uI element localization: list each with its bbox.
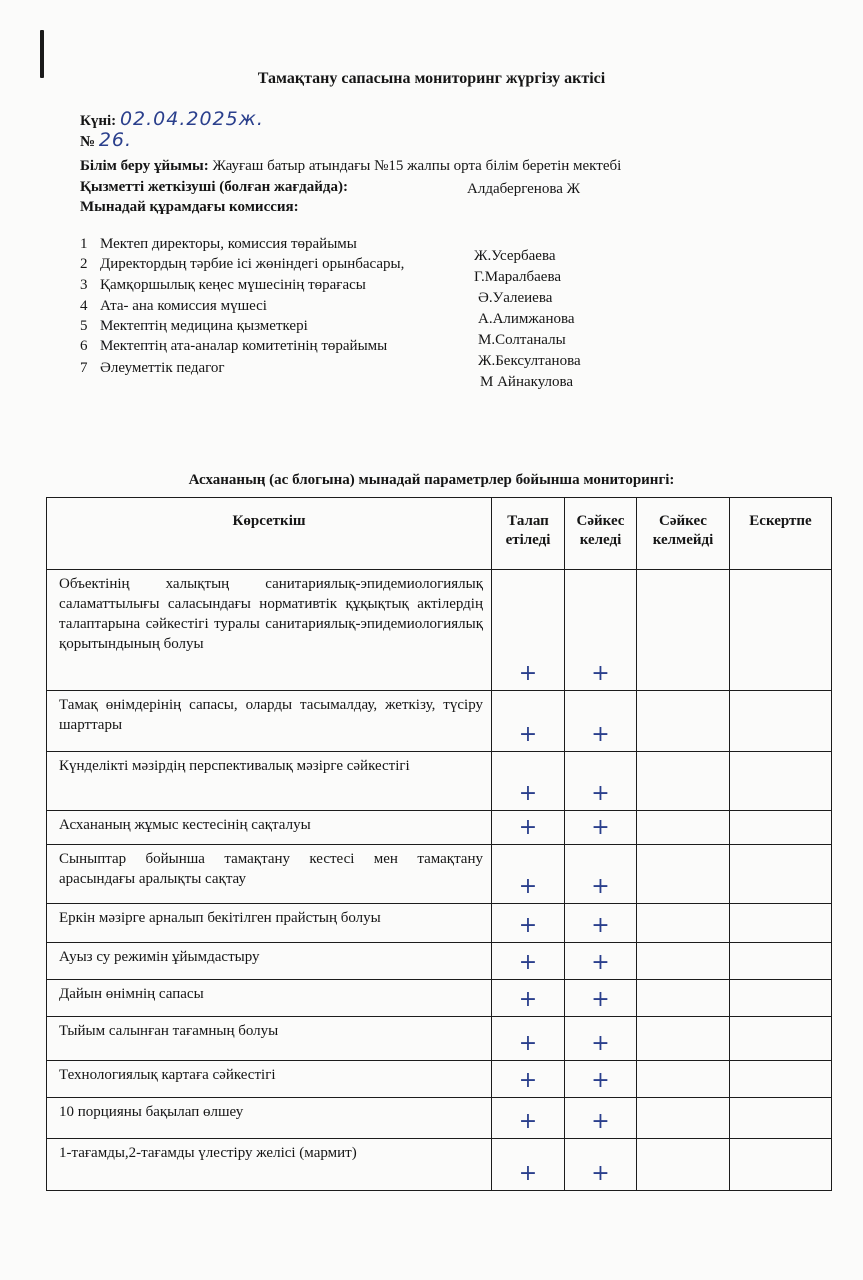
required-cell: [492, 1098, 565, 1139]
indicator-cell: [47, 904, 492, 943]
compliant-mark: +: [591, 661, 610, 686]
table-title: Асхананың (ас блогына) мынадай параметрлер бойынша мониторингі:: [188, 472, 675, 488]
indicator-text: Дайын өнімнің сапасы: [59, 986, 204, 1002]
indicator-cell: [47, 1061, 492, 1098]
compliant-cell: [565, 752, 637, 811]
indicator-text: Тамақ өнімдерінің сапасы, оларды тасымалдау, жеткізу, түсіру шарттары: [59, 697, 483, 733]
noncompliant-cell: [637, 691, 730, 752]
required-cell: [492, 904, 565, 943]
compliant-cell: [565, 1061, 637, 1098]
compliant-cell: [565, 980, 637, 1017]
indicator-text: Технологиялық картаға сәйкестігі: [59, 1067, 276, 1083]
commission-member-number: 4: [80, 298, 88, 314]
compliant-cell: [565, 1139, 637, 1191]
indicator-text: Ауыз су режимін ұйымдастыру: [59, 949, 260, 965]
required-mark: +: [518, 1031, 538, 1056]
required-mark: +: [518, 1109, 538, 1134]
table-row: [47, 691, 832, 752]
date-label: Күні:: [80, 113, 117, 129]
compliant-cell: [565, 1017, 637, 1061]
commission-member-name: Ж.Усербаева: [474, 248, 556, 264]
note-cell: [730, 1098, 832, 1139]
note-cell: [730, 811, 832, 845]
organization-value: Жауғаш батыр атындағы №15 жалпы орта білім беретін мектебі: [212, 158, 622, 174]
compliant-cell: [565, 691, 637, 752]
commission-member-name: М.Солтаналы: [478, 332, 566, 348]
table-row: [47, 1139, 832, 1191]
compliant-cell: [565, 1098, 637, 1139]
number-value: 26.: [98, 129, 133, 151]
document-title: Тамақтану сапасына мониторинг жүргізу актісі: [257, 70, 606, 87]
compliant-cell: [565, 570, 637, 691]
commission-member-role: Қамқоршылық кеңес мүшесінің төрағасы: [100, 277, 366, 293]
required-cell: [492, 845, 565, 904]
required-cell: [492, 752, 565, 811]
commission-member-number: 7: [80, 360, 88, 376]
required-cell: [492, 1061, 565, 1098]
header-compliant: Сәйкес келеді: [565, 498, 637, 570]
required-mark: +: [518, 913, 538, 938]
compliant-mark: +: [591, 1031, 610, 1056]
commission-label: Мынадай құрамдағы комиссия:: [80, 199, 299, 215]
compliant-mark: +: [591, 874, 610, 899]
noncompliant-cell: [637, 752, 730, 811]
compliant-mark: +: [591, 1109, 610, 1134]
table-row: [47, 904, 832, 943]
noncompliant-cell: [637, 980, 730, 1017]
required-mark: +: [518, 661, 538, 686]
note-cell: [730, 1139, 832, 1191]
number-line: [80, 129, 132, 151]
noncompliant-cell: [637, 943, 730, 980]
indicator-cell: [47, 1017, 492, 1061]
compliant-mark: +: [591, 722, 610, 747]
organization-line: [80, 158, 621, 175]
noncompliant-cell: [637, 811, 730, 845]
indicator-cell: [47, 752, 492, 811]
required-cell: [492, 1017, 565, 1061]
commission-member-role: Мектептің ата-аналар комитетінің төрайымы: [100, 338, 388, 354]
commission-member-number: 1: [80, 236, 88, 252]
compliant-mark: +: [591, 1068, 610, 1093]
note-cell: [730, 752, 832, 811]
indicator-cell: [47, 570, 492, 691]
table-row: [47, 980, 832, 1017]
commission-member-role: Директордың тәрбие ісі жөніндегі орынбасары,: [100, 256, 405, 272]
note-cell: [730, 1017, 832, 1061]
commission-member-number: 3: [80, 277, 88, 293]
table-body: [47, 570, 832, 1191]
compliant-mark: +: [591, 1161, 610, 1186]
monitoring-table: [46, 497, 832, 1191]
commission-member-role: Әлеуметтік педагог: [100, 360, 225, 376]
required-mark: +: [518, 781, 538, 806]
commission-member-name: Г.Маралбаева: [474, 269, 561, 285]
noncompliant-cell: [637, 904, 730, 943]
commission-member-name: Ә.Уалеиева: [478, 290, 553, 306]
required-cell: [492, 691, 565, 752]
indicator-text: Тыйым салынған тағамның болуы: [59, 1023, 279, 1039]
table-row: [47, 570, 832, 691]
indicator-text: Еркін мәзірге арналып бекітілген прайстың болуы: [59, 910, 381, 926]
noncompliant-cell: [637, 845, 730, 904]
note-cell: [730, 980, 832, 1017]
indicator-text: 1-тағамды,2-тағамды үлестіру желісі (мармит): [59, 1145, 357, 1161]
organization-label: Білім беру ұйымы:: [80, 158, 209, 174]
compliant-mark: +: [591, 815, 610, 840]
table-row: [47, 1061, 832, 1098]
indicator-cell: [47, 1139, 492, 1191]
required-cell: [492, 570, 565, 691]
compliant-mark: +: [591, 987, 610, 1012]
required-cell: [492, 1139, 565, 1191]
table-row: [47, 1017, 832, 1061]
indicator-text: Күнделікті мәзірдің перспективалық мәзірге сәйкестігі: [59, 758, 410, 774]
compliant-mark: +: [591, 950, 610, 975]
noncompliant-cell: [637, 1098, 730, 1139]
commission-member-role: Ата- ана комиссия мүшесі: [100, 298, 267, 314]
required-mark: +: [518, 987, 538, 1012]
date-line: [80, 108, 264, 130]
header-note: Ескертпе: [730, 498, 832, 570]
noncompliant-cell: [637, 1017, 730, 1061]
commission-member-role: Мектеп директоры, комиссия төрайымы: [100, 236, 357, 252]
indicator-text: Объектінің халықтың санитариялық-эпидемиологиялық саламаттылығы саласындағы нормативтік құқықтық актілердің талаптарына сәйкестігі туралы санитариялық-эпидемиологиялық қорытындының болуы: [59, 576, 483, 652]
indicator-text: 10 порцияны бақылап өлшеу: [59, 1104, 244, 1120]
commission-member-number: 2: [80, 256, 88, 272]
indicator-cell: [47, 811, 492, 845]
note-cell: [730, 1061, 832, 1098]
note-cell: [730, 845, 832, 904]
compliant-cell: [565, 811, 637, 845]
required-mark: +: [518, 950, 538, 975]
supplier-value: Алдабергенова Ж: [467, 181, 581, 197]
number-label: №: [80, 134, 96, 150]
date-value: 02.04.2025ж.: [119, 108, 264, 130]
commission-member-number: 6: [80, 338, 88, 354]
indicator-cell: [47, 1098, 492, 1139]
compliant-cell: [565, 904, 637, 943]
commission-member-number: 5: [80, 318, 88, 334]
note-cell: [730, 570, 832, 691]
note-cell: [730, 943, 832, 980]
indicator-cell: [47, 691, 492, 752]
commission-member-name: М Айнакулова: [480, 374, 574, 390]
header-indicator: Көрсеткіш: [47, 498, 492, 570]
compliant-mark: +: [591, 913, 610, 938]
indicator-text: Асхананың жұмыс кестесінің сақталуы: [59, 817, 311, 833]
required-cell: [492, 980, 565, 1017]
required-mark: +: [518, 1161, 538, 1186]
required-cell: [492, 943, 565, 980]
required-cell: [492, 811, 565, 845]
indicator-cell: [47, 845, 492, 904]
commission-member-name: Ж.Бексултанова: [478, 353, 581, 369]
header-noncompliant: Сәйкес келмейді: [637, 498, 730, 570]
table-row: [47, 943, 832, 980]
compliant-cell: [565, 845, 637, 904]
noncompliant-cell: [637, 1139, 730, 1191]
supplier-line: [80, 179, 348, 196]
required-mark: +: [518, 815, 538, 840]
table-row: [47, 845, 832, 904]
noncompliant-cell: [637, 570, 730, 691]
required-mark: +: [518, 1068, 538, 1093]
required-mark: +: [518, 874, 538, 899]
indicator-text: Сыныптар бойынша тамақтану кестесі мен тамақтану арасындағы аралықты сақтау: [59, 851, 483, 887]
indicator-cell: [47, 980, 492, 1017]
note-cell: [730, 691, 832, 752]
indicator-cell: [47, 943, 492, 980]
note-cell: [730, 904, 832, 943]
compliant-cell: [565, 943, 637, 980]
table-row: [47, 1098, 832, 1139]
noncompliant-cell: [637, 1061, 730, 1098]
supplier-label: Қызметті жеткізуші (болған жағдайда):: [80, 179, 348, 195]
table-header-row: [47, 498, 832, 570]
table-row: [47, 752, 832, 811]
header-required: Талап етіледі: [492, 498, 565, 570]
required-mark: +: [518, 722, 538, 747]
compliant-mark: +: [591, 781, 610, 806]
commission-member-role: Мектептің медицина қызметкері: [100, 318, 308, 334]
commission-member-name: А.Алимжанова: [478, 311, 575, 327]
table-row: [47, 811, 832, 845]
